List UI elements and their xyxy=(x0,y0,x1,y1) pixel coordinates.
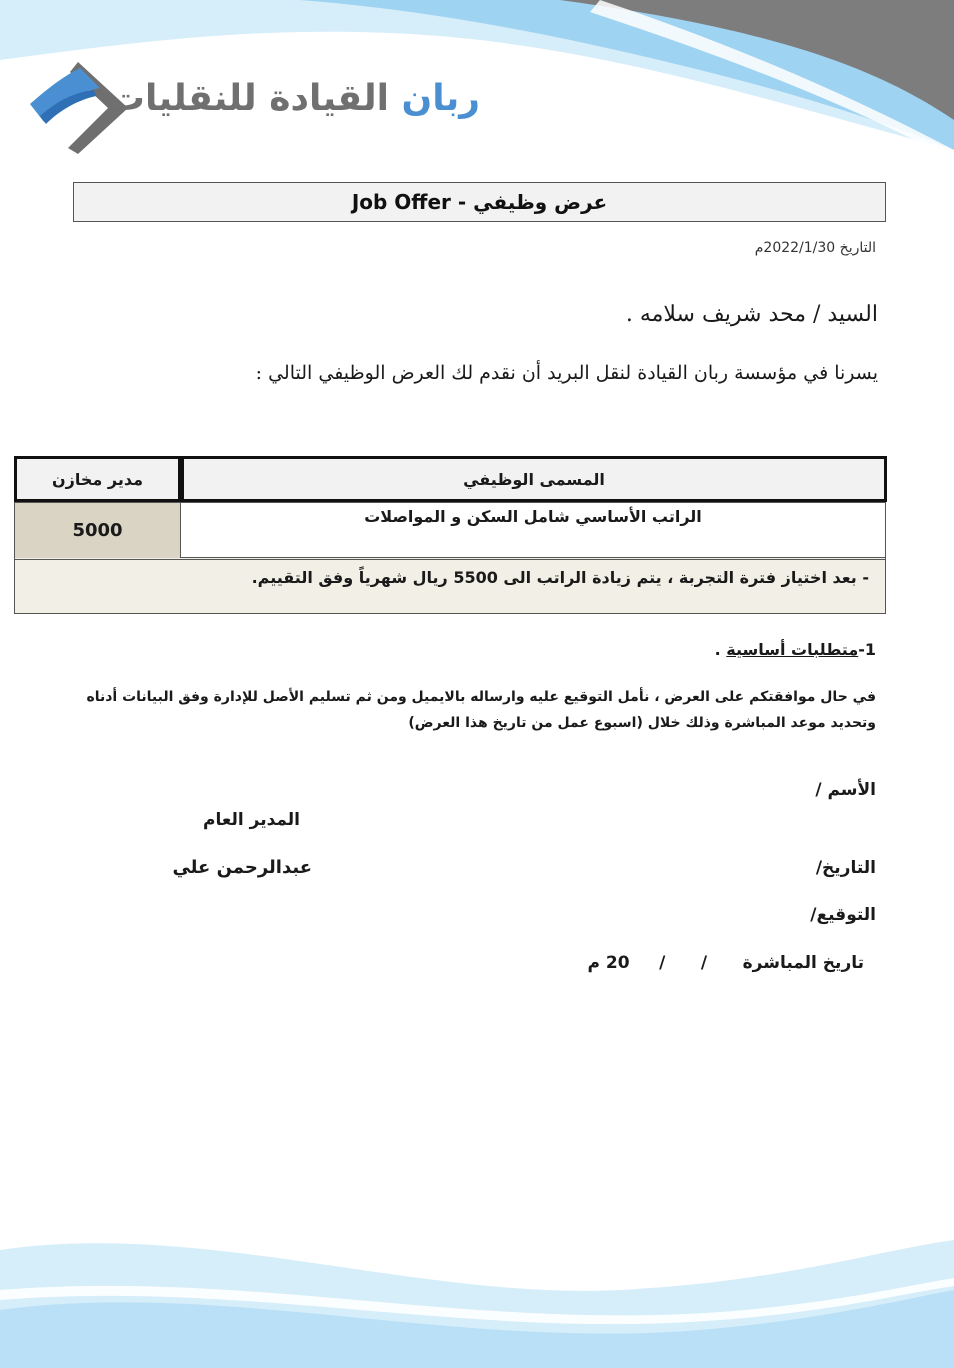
job-title-value: مدير مخازن xyxy=(14,456,181,502)
offer-table xyxy=(14,456,886,614)
company-name-gray: القيادة للنقليات xyxy=(108,78,389,119)
job-title-header: المسمى الوظيفي xyxy=(181,456,887,502)
requirements-number: 1- xyxy=(858,640,876,659)
requirements-title: متطلبات أساسية xyxy=(726,640,859,659)
date-field-label: التاريخ/ xyxy=(815,858,876,878)
start-date-field-label: تاريخ المباشرة / / 20 م xyxy=(587,953,864,973)
requirements-heading xyxy=(600,640,876,659)
salary-description: الراتب الأساسي شامل السكن و المواصلات xyxy=(181,503,885,558)
intro-paragraph: يسرنا في مؤسسة ربان القيادة لنقل البريد أن نقدم لك العرض الوظيفي التالي : xyxy=(255,362,878,384)
offer-table-body xyxy=(14,502,886,614)
salary-value: 5000 xyxy=(15,503,181,558)
company-name xyxy=(108,78,480,138)
signatory-name: عبدالرحمن علي xyxy=(172,857,312,878)
signatory-title: المدير العام xyxy=(203,810,300,830)
requirements-body: في حال موافقتكم على العرض ، نأمل التوقيع عليه وارساله بالايميل ومن ثم تسليم الأصل للإدارة وفق البيانات أدناه وتحديد موعد المباشرة وذلك خلال (اسبوع عمل من تاريخ هذا العرض) xyxy=(86,689,876,731)
raise-note: - بعد اختياز فترة التجربة ، يتم زيادة الراتب الى 5500 ريال شهرياً وفق التقييم. xyxy=(15,559,885,613)
company-name-blue: ربان xyxy=(401,78,480,119)
name-field-label: الأسم / xyxy=(815,780,876,800)
document-title: عرض وظيفي - Job Offer xyxy=(73,182,886,222)
document-date: التاريخ 2022/1/30م xyxy=(754,240,876,256)
signature-field-label: التوقيع/ xyxy=(810,905,876,925)
requirements-suffix: . xyxy=(714,640,727,659)
offer-table-header xyxy=(14,456,886,502)
addressee: السيد / محد شريف سلامه . xyxy=(625,302,878,327)
